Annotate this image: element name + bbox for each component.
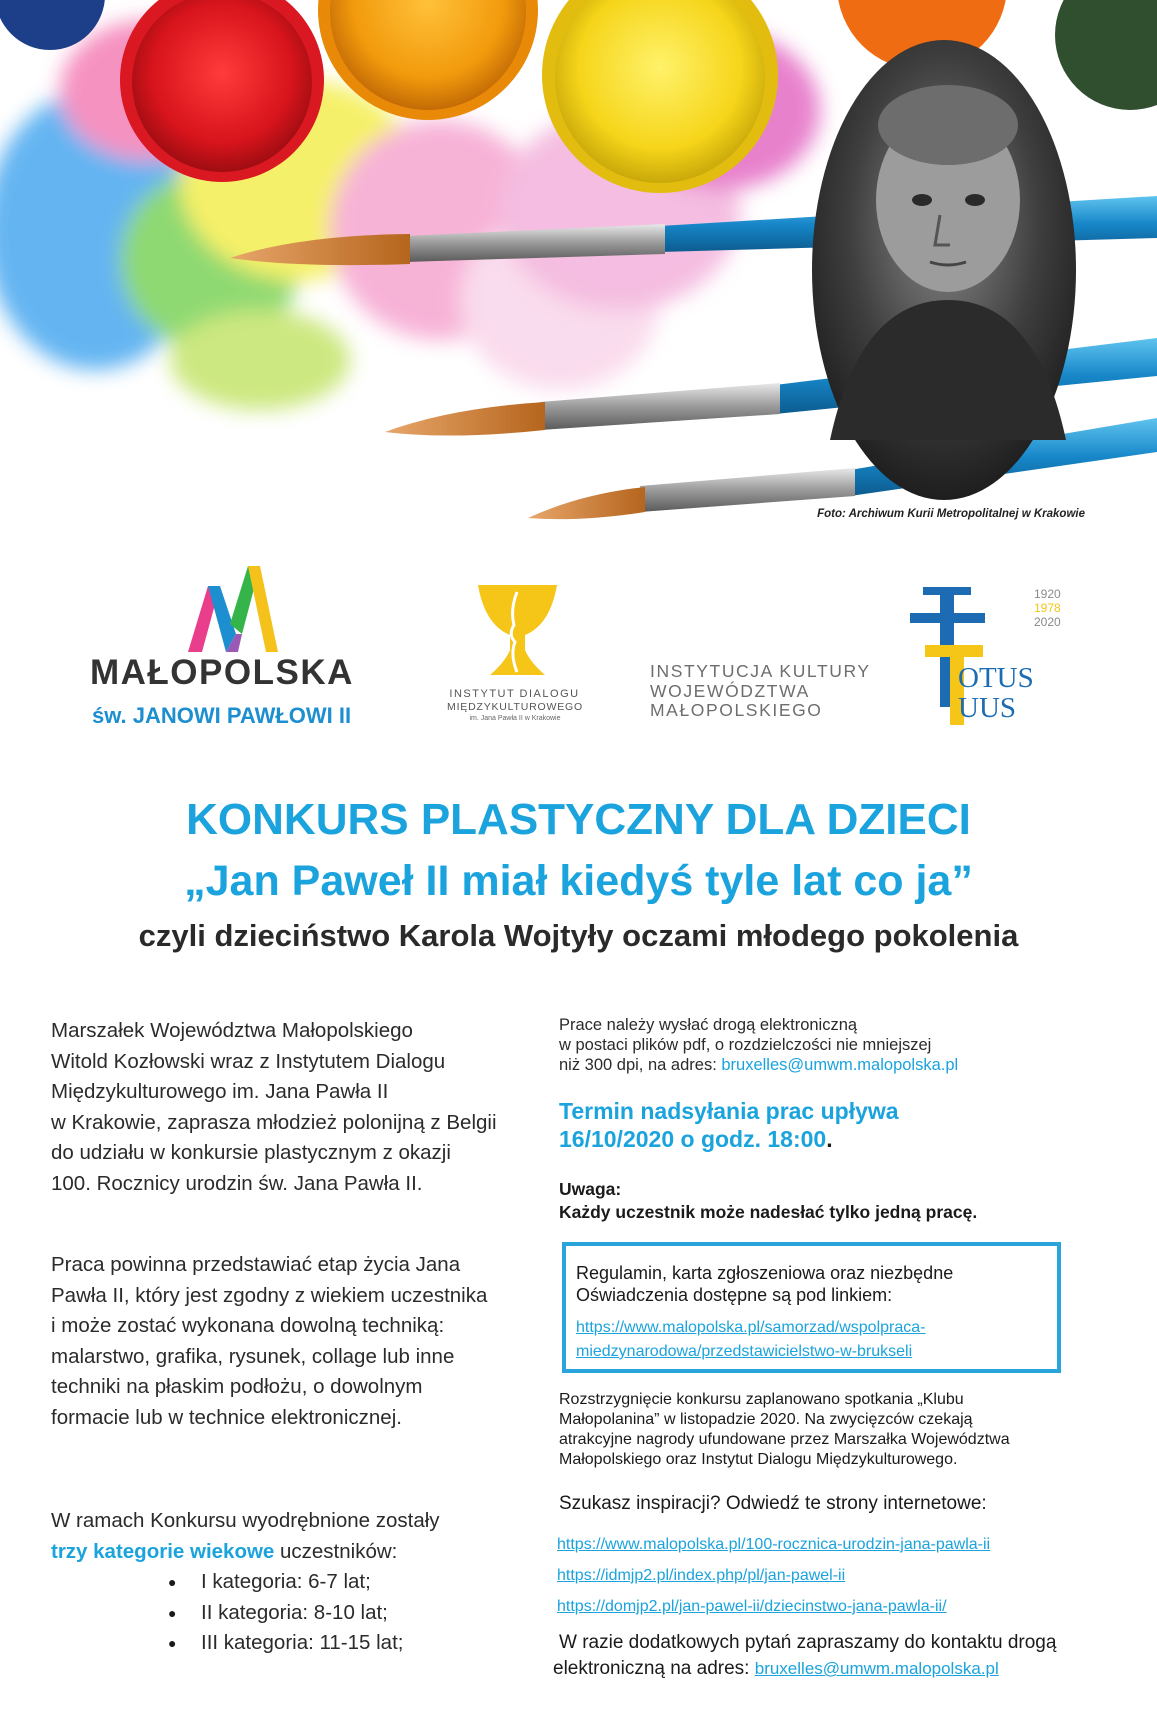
deadline-line: Termin nadsyłania prac upływa <box>559 1098 899 1124</box>
note-text: Każdy uczestnik może nadesłać tylko jedną pracę. <box>559 1202 978 1222</box>
technique-line: formacie lub w technice elektronicznej. <box>51 1405 402 1429</box>
totus-text: OTUS <box>958 662 1034 694</box>
list-item: ● III kategoria: 11-15 lat; <box>168 1628 403 1659</box>
submission-line <box>559 1055 1104 1075</box>
malopolska-m-icon <box>178 564 298 659</box>
tuus-text: UUS <box>958 692 1017 724</box>
technique-line: malarstwo, grafika, rysunek, collage lub inne <box>51 1344 455 1368</box>
chalice-icon <box>470 580 565 685</box>
submission-line: Prace należy wysłać drogą elektroniczną <box>559 1016 858 1034</box>
culture-institution-line1: INSTYTUCJA KULTURY <box>650 661 871 681</box>
results-line: Rozstrzygnięcie konkursu zaplanowano spotkania „Klubu <box>559 1391 964 1408</box>
intro-line: 100. Rocznicy urodzin św. Jana Pawła II. <box>51 1171 423 1195</box>
technique-line: Praca powinna przedstawiać etap życia Jana <box>51 1253 461 1276</box>
results-paragraph <box>559 1390 1109 1470</box>
regulations-link[interactable] <box>576 1316 1056 1364</box>
contact-line <box>553 1656 1123 1682</box>
year-1978: 1978 <box>1034 601 1061 615</box>
technique-paragraph <box>51 1250 546 1433</box>
intro-line: Witold Kozłowski wraz z Instytutem Dialogu <box>51 1049 446 1073</box>
results-line: atrakcyjne nagrody ufundowane przez Marszałka Województwa <box>559 1431 1010 1448</box>
deadline-notice <box>559 1097 899 1153</box>
contact-line: W razie dodatkowych pytań zapraszamy do kontaktu drogą <box>559 1632 1057 1653</box>
note-title: Uwaga: <box>559 1179 622 1199</box>
year-2020: 2020 <box>1034 615 1061 629</box>
institute-name-line3: im. Jana Pawła II w Krakowie <box>469 715 561 722</box>
technique-line: Pawła II, który jest zgodny z wiekiem uczestnika <box>51 1283 488 1307</box>
inspiration-link-domjp2[interactable]: https://domjp2.pl/jan-pawel-ii/dziecinstwo-jana-pawla-ii/ <box>557 1598 947 1615</box>
malopolska-subtitle: św. JANOWI PAWŁOWI II <box>92 703 352 728</box>
technique-line: i może zostać wykonana dowolną techniką: <box>51 1314 445 1337</box>
paint-and-brushes-illustration <box>0 0 1157 540</box>
red-paint-pot <box>132 0 312 172</box>
contact-line-prefix: elektroniczną na adres: <box>553 1658 755 1679</box>
regulations-box <box>562 1242 1061 1373</box>
institute-name-line1: INSTYTUT DIALOGU <box>449 688 580 700</box>
hero-artwork <box>0 0 1157 540</box>
contact-email-link[interactable]: bruxelles@umwm.malopolska.pl <box>754 1659 999 1678</box>
portrait-photo <box>812 40 1076 500</box>
age-categories-list <box>168 1567 403 1659</box>
age-categories-highlight: trzy kategorie wiekowe <box>51 1539 275 1563</box>
deadline-date: 16/10/2020 o godz. 18:00 <box>559 1126 827 1152</box>
culture-institution-line2: WOJEWÓDZTWA <box>650 681 810 701</box>
inspiration-link-malopolska[interactable]: https://www.malopolska.pl/100-rocznica-urodzin-jana-pawla-ii <box>557 1536 991 1553</box>
regulations-text <box>576 1262 1056 1306</box>
institute-name-line2: MIĘDZYKULTUROWEGO <box>447 701 583 713</box>
note-block <box>559 1178 977 1224</box>
green-paint-pot <box>1055 0 1157 110</box>
photo-credit: Foto: Archiwum Kurii Metropolitalnej w Krakowie <box>817 508 1085 520</box>
deadline-line <box>559 1125 899 1153</box>
malopolska-wordmark: MAŁOPOLSKA <box>90 653 354 692</box>
categories-intro-rest: uczestników: <box>274 1539 398 1563</box>
year-1920: 1920 <box>1034 587 1061 601</box>
culture-institution-line3: MAŁOPOLSKIEGO <box>650 700 823 720</box>
contact-paragraph <box>553 1630 1123 1682</box>
submission-instructions <box>559 1015 1104 1075</box>
categories-intro-line <box>51 1537 546 1568</box>
submission-line-prefix: niż 300 dpi, na adres: <box>559 1056 722 1074</box>
submission-email-link[interactable]: bruxelles@umwm.malopolska.pl <box>721 1056 959 1074</box>
intro-line: w Krakowie, zaprasza młodzież polonijną z Belgii <box>51 1110 497 1134</box>
inspiration-link-idmjp2[interactable]: https://idmjp2.pl/index.php/pl/jan-pawel-ii <box>557 1567 846 1584</box>
regulations-link-line[interactable]: https://www.malopolska.pl/samorzad/wspolpraca- <box>576 1319 926 1336</box>
submission-line: w postaci plików pdf, o rozdzielczości nie mniejszej <box>559 1036 932 1054</box>
regulations-link-line[interactable]: miedzynarodowa/przedstawicielstwo-w-brukseli <box>576 1343 913 1360</box>
results-line: Małopolskiego oraz Instytut Dialogu Międzykulturowego. <box>559 1451 958 1468</box>
regulations-line: Oświadczenia dostępne są pod linkiem: <box>576 1285 893 1305</box>
regulations-line: Regulamin, karta zgłoszeniowa oraz niezbędne <box>576 1263 954 1283</box>
intro-line: Marszałek Województwa Małopolskiego <box>51 1019 413 1042</box>
categories-intro-line: W ramach Konkursu wyodrębnione zostały <box>51 1509 440 1532</box>
categories-paragraph <box>51 1506 546 1567</box>
title-quote: „Jan Paweł II miał kiedyś tyle lat co ja” <box>184 857 973 905</box>
intro-line: do udziału w konkursie plastycznym z okazji <box>51 1141 451 1164</box>
intro-paragraph <box>51 1016 546 1199</box>
institute-logo <box>470 580 565 685</box>
title-contest: KONKURS PLASTYCZNY DLA DZIECI <box>186 795 971 844</box>
inspiration-heading: Szukasz inspiracji? Odwiedź te strony internetowe: <box>559 1493 987 1514</box>
results-line: Małopolanina” w listopadzie 2020. Na zwycięzców czekają <box>559 1411 973 1428</box>
list-item: ● I kategoria: 6-7 lat; <box>168 1567 403 1598</box>
technique-line: techniki na płaskim podłożu, o dowolnym <box>51 1375 423 1398</box>
title-subtitle: czyli dzieciństwo Karola Wojtyły oczami młodego pokolenia <box>138 918 1019 953</box>
intro-line: Międzykulturowego im. Jana Pawła II <box>51 1080 389 1103</box>
deadline-dot: . <box>826 1126 833 1152</box>
list-item: ● II kategoria: 8-10 lat; <box>168 1598 403 1629</box>
